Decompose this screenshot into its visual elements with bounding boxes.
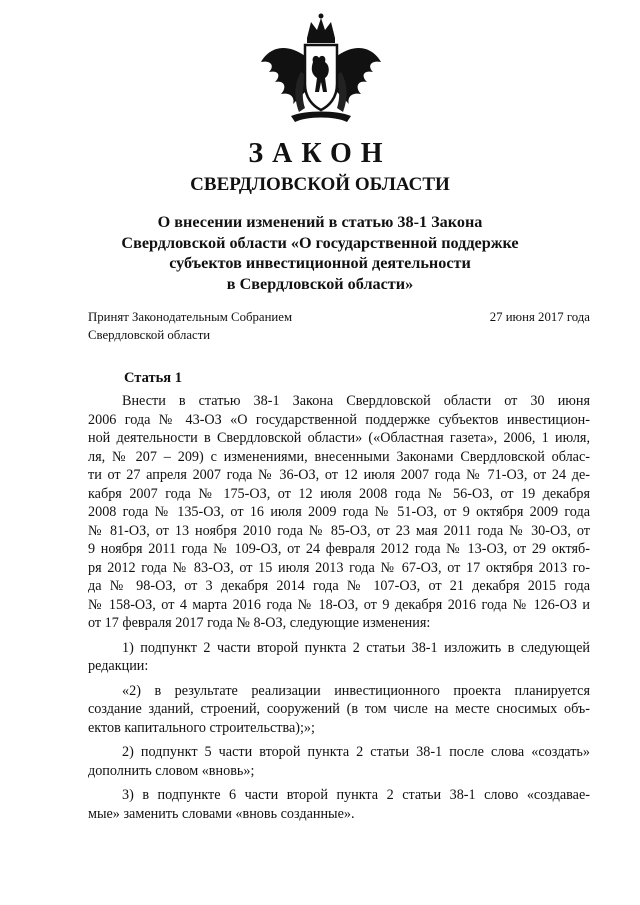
adoption-date: 27 июня 2017 года	[489, 310, 590, 324]
article-paragraph	[88, 682, 590, 738]
paragraph-line: дополнить словом «вновь»;	[88, 762, 255, 779]
paragraph-line: ти от 27 апреля 2007 года № 36-ОЗ, от 12 июля 2007 года № 71-ОЗ, от 24 де-	[88, 467, 590, 483]
paragraph-line: № 81-ОЗ, от 13 ноября 2010 года № 85-ОЗ, от 23 мая 2011 года № 30-ОЗ, от	[88, 522, 590, 539]
law-title: ЗАКОН	[248, 138, 392, 169]
subject-line: О внесении изменений в статью 38-1 Закона	[157, 213, 483, 231]
adopted-by	[88, 308, 292, 344]
paragraph-line: 2) подпункт 5 части второй пункта 2 статьи 38-1 после слова «создать»	[122, 744, 590, 760]
paragraph-line: № 158-ОЗ, от 4 марта 2016 года № 18-ОЗ, от 9 декабря 2016 года № 126-ОЗ и	[88, 596, 590, 613]
paragraph-line: 2008 года № 135-ОЗ, от 16 июля 2009 года № 51-ОЗ, от 9 октября 2009 года	[88, 504, 590, 520]
region-title: СВЕРДЛОВСКОЙ ОБЛАСТИ	[190, 174, 450, 195]
subject-line: в Свердловской области»	[226, 274, 414, 293]
article-paragraph	[88, 392, 590, 633]
article-body	[88, 392, 590, 829]
paragraph-line: создание зданий, строений, сооружений (в том числе на месте сносимых объ-	[88, 701, 590, 717]
article-paragraph	[88, 786, 590, 823]
paragraph-line: Внести в статью 38-1 Закона Свердловской области от 30 июня	[122, 393, 590, 409]
paragraph-line: 2006 года № 43-ОЗ «О государственной поддержке субъектов инвестицион-	[88, 411, 590, 428]
adopted-by-line: Принят Законодательным Собранием	[88, 310, 293, 324]
adopted-by-line: Свердловской области	[88, 328, 211, 342]
article-title: Статья 1	[124, 370, 182, 386]
law-subject	[100, 212, 540, 294]
paragraph-line: ектов капитального строительства);»;	[88, 719, 315, 736]
paragraph-line: 1) подпункт 2 части второй пункта 2 статьи 38-1 изложить в следующей	[122, 639, 590, 656]
paragraph-line: 9 ноября 2011 года № 109-ОЗ, от 24 февраля 2012 года № 13-ОЗ, от 29 октяб-	[88, 541, 590, 557]
paragraph-line: ля, № 207 – 209) с изменениями, внесенными Законами Свердловской облас-	[88, 448, 590, 465]
paragraph-line: мые» заменить словами «вновь созданные».	[88, 805, 355, 822]
paragraph-line: ря 2012 года № 83-ОЗ, от 15 июля 2013 года № 67-ОЗ, от 17 октября 2013 го-	[88, 559, 590, 576]
paragraph-line: 3) в подпункте 6 части второй пункта 2 статьи 38-1 слово «создавае-	[122, 787, 590, 803]
paragraph-line: да № 98-ОЗ, от 3 декабря 2014 года № 107-ОЗ, от 21 декабря 2015 года	[88, 578, 590, 594]
paragraph-line: «2) в результате реализации инвестиционного проекта планируется	[122, 682, 590, 699]
subject-line: Свердловской области «О государственной поддержке	[121, 233, 519, 252]
paragraph-line: от 17 февраля 2017 года № 8-ОЗ, следующие изменения:	[88, 615, 431, 631]
paragraph-line: ной деятельности в Свердловской области» («Областная газета», 2006, 1 июля,	[88, 430, 590, 446]
article-paragraph	[88, 743, 590, 780]
subject-line: субъектов инвестиционной деятельности	[169, 254, 471, 272]
paragraph-line: кабря 2007 года № 175-ОЗ, от 12 июля 2008 года № 56-ОЗ, от 19 декабря	[88, 485, 590, 502]
paragraph-line: редакции:	[88, 658, 149, 674]
coat-of-arms-icon	[255, 12, 387, 130]
article-paragraph	[88, 639, 590, 676]
